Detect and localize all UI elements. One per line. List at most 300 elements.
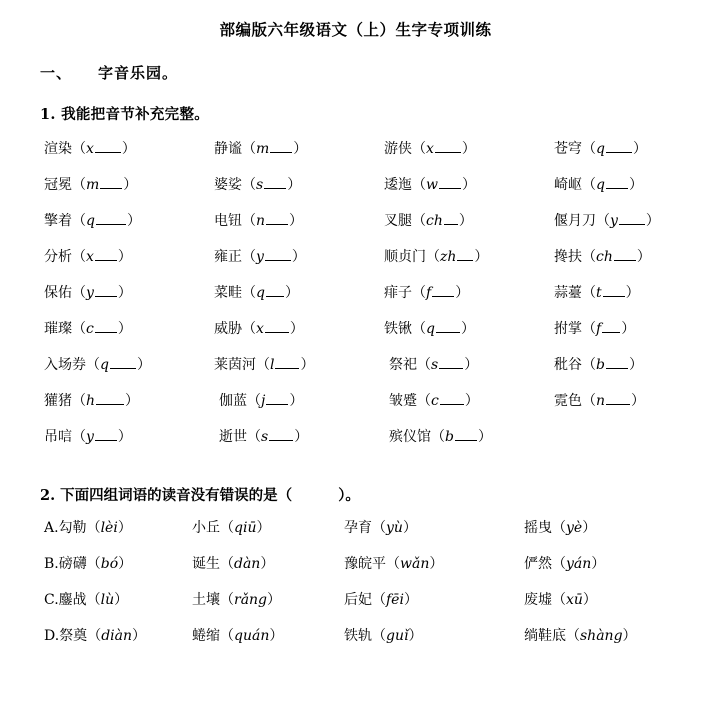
paren-open: （ — [242, 177, 256, 193]
word-text: 游侠 — [384, 141, 412, 157]
paren-close: ） — [284, 285, 299, 301]
fill-in-blank[interactable] — [606, 356, 628, 369]
word-text: 俨然 — [524, 556, 552, 572]
paren-close: ） — [591, 556, 606, 572]
pinyin-prefix: q — [256, 285, 265, 301]
paren-open: （ — [372, 628, 386, 644]
word-text: 祭奠 — [59, 628, 88, 644]
paren-open: （ — [412, 213, 426, 229]
word-text: 偃月刀 — [554, 213, 596, 229]
pinyin-text: bó — [100, 556, 119, 572]
option-item — [192, 553, 274, 573]
pinyin-prefix: q — [86, 213, 95, 229]
paren-close: ） — [632, 141, 647, 157]
fill-in-blank[interactable] — [265, 248, 291, 261]
pinyin-prefix: s — [261, 429, 269, 445]
word-text: 伽蓝 — [219, 393, 247, 409]
fill-in-blank[interactable] — [439, 356, 463, 369]
pinyin-item — [219, 390, 303, 410]
paren-close: ） — [582, 520, 597, 536]
word-text: 崎岖 — [554, 177, 582, 193]
option-item — [44, 589, 128, 609]
paren-open: （ — [220, 592, 234, 608]
pinyin-prefix: n — [256, 213, 266, 229]
paren-open: （ — [72, 321, 86, 337]
question-2-heading — [40, 484, 711, 505]
pinyin-prefix: j — [261, 393, 266, 409]
paren-open: （ — [412, 285, 426, 301]
fill-in-blank[interactable] — [606, 392, 630, 405]
paren-close: ） — [294, 429, 309, 445]
paren-open: （ — [582, 321, 596, 337]
paren-open: （ — [72, 177, 86, 193]
question-2-heading-before: 2. 下面四组词语的读音没有错误的是（ — [40, 487, 293, 504]
fill-in-blank[interactable] — [266, 212, 288, 225]
pinyin-prefix: h — [86, 393, 96, 409]
paren-close: ） — [582, 592, 597, 608]
option-item — [44, 553, 132, 573]
fill-in-blank[interactable] — [602, 320, 620, 333]
paren-close: ） — [455, 285, 470, 301]
pinyin-prefix: f — [596, 321, 602, 337]
paren-close: ） — [636, 249, 651, 265]
pinyin-text: qiū — [234, 520, 257, 536]
pinyin-prefix: ch — [426, 213, 443, 229]
word-text: 逶迤 — [384, 177, 412, 193]
paren-close: ） — [117, 520, 132, 536]
word-text: 铁轨 — [344, 628, 372, 644]
fill-in-blank[interactable] — [95, 248, 117, 261]
pinyin-item — [554, 210, 660, 230]
pinyin-item — [214, 174, 301, 194]
word-text: 顺贞门 — [384, 249, 426, 265]
fill-in-blank[interactable] — [275, 356, 299, 369]
option-item — [344, 553, 443, 573]
pinyin-text: lèi — [100, 520, 118, 536]
word-text: 叉腿 — [384, 213, 412, 229]
word-text: 分析 — [44, 249, 72, 265]
pinyin-item — [554, 246, 651, 266]
paren-close: ） — [117, 249, 132, 265]
paren-close: ） — [474, 249, 489, 265]
paren-close: ） — [621, 321, 636, 337]
paren-close: ） — [125, 393, 140, 409]
paren-open: （ — [596, 213, 610, 229]
fill-in-blank[interactable] — [95, 284, 117, 297]
paren-close: ） — [291, 249, 306, 265]
fill-in-blank[interactable] — [432, 284, 454, 297]
word-text: 霓色 — [554, 393, 582, 409]
paren-open: （ — [412, 177, 426, 193]
paren-close: ） — [123, 177, 138, 193]
paren-open: （ — [566, 628, 580, 644]
pinyin-text: yù — [386, 520, 403, 536]
fill-in-blank[interactable] — [264, 176, 286, 189]
option-item — [192, 517, 270, 537]
fill-in-blank[interactable] — [95, 320, 117, 333]
fill-in-blank[interactable] — [444, 212, 458, 225]
paren-open: （ — [256, 357, 270, 373]
paren-open: （ — [582, 177, 596, 193]
word-text: 威胁 — [214, 321, 242, 337]
paren-open: （ — [552, 592, 566, 608]
pinyin-prefix: f — [426, 285, 432, 301]
pinyin-prefix: x — [86, 249, 94, 265]
option-item — [524, 589, 597, 609]
paren-close: ） — [408, 628, 423, 644]
section-label: 字音乐园。 — [98, 64, 179, 82]
word-text: 勾勒 — [58, 520, 87, 536]
option-label: A. — [44, 520, 59, 536]
pinyin-prefix: ch — [596, 249, 613, 265]
paren-open: （ — [412, 321, 426, 337]
paren-open: （ — [86, 592, 101, 608]
paren-open: （ — [582, 393, 596, 409]
option-item — [192, 589, 281, 609]
pinyin-prefix: m — [86, 177, 100, 193]
pinyin-row — [44, 246, 711, 282]
paren-open: （ — [86, 357, 100, 373]
pinyin-item — [384, 282, 469, 302]
pinyin-row — [44, 390, 711, 426]
paren-open: （ — [552, 520, 566, 536]
fill-in-blank[interactable] — [614, 248, 636, 261]
fill-in-blank[interactable] — [95, 428, 117, 441]
pinyin-row — [44, 282, 711, 318]
pinyin-text: guǐ — [386, 628, 409, 644]
fill-in-blank[interactable] — [265, 320, 289, 333]
pinyin-prefix: q — [426, 321, 435, 337]
pinyin-item — [554, 282, 640, 302]
pinyin-prefix: s — [431, 357, 439, 373]
paren-close: ） — [293, 141, 308, 157]
pinyin-text: yán — [566, 556, 592, 572]
document-page — [0, 18, 711, 721]
word-text: 蜷缩 — [192, 628, 220, 644]
paren-close: ） — [622, 628, 637, 644]
pinyin-item — [389, 390, 479, 410]
pinyin-prefix: t — [596, 285, 602, 301]
pinyin-item — [214, 282, 299, 302]
word-text: 入场券 — [44, 357, 86, 373]
word-text: 铁锹 — [384, 321, 412, 337]
word-text: 孕育 — [344, 520, 372, 536]
pinyin-item — [44, 246, 132, 266]
option-item — [344, 589, 418, 609]
option-item — [344, 625, 422, 645]
pinyin-item — [389, 426, 492, 446]
fill-in-blank[interactable] — [96, 392, 124, 405]
paren-open: （ — [72, 393, 86, 409]
paren-close: ） — [132, 628, 146, 644]
pinyin-prefix: x — [426, 141, 434, 157]
paren-open: （ — [431, 429, 445, 445]
pinyin-text: wǎn — [400, 556, 430, 572]
word-text: 静谧 — [214, 141, 242, 157]
pinyin-item — [384, 174, 476, 194]
pinyin-prefix: w — [426, 177, 438, 193]
paren-close: ） — [289, 213, 304, 229]
paren-open: （ — [582, 285, 596, 301]
paren-open: （ — [242, 213, 256, 229]
fill-in-blank[interactable] — [457, 248, 473, 261]
page-title: 部编版六年级语文（上）生字专项训练 — [219, 20, 492, 39]
pinyin-row — [44, 210, 711, 246]
paren-open: （ — [72, 285, 86, 301]
pinyin-text: yè — [566, 520, 583, 536]
option-row[interactable] — [44, 553, 711, 589]
paren-open: （ — [426, 249, 440, 265]
paren-close: ） — [117, 429, 132, 445]
word-text: 蒜薹 — [554, 285, 582, 301]
pinyin-prefix: b — [596, 357, 605, 373]
word-text: 后妃 — [344, 592, 372, 608]
pinyin-item — [554, 354, 643, 374]
paren-close: ） — [126, 213, 141, 229]
word-text: 豫皖平 — [344, 556, 386, 572]
fill-in-blank[interactable] — [110, 356, 136, 369]
paren-open: （ — [242, 249, 256, 265]
paren-close: ） — [464, 393, 479, 409]
paren-open: （ — [552, 556, 566, 572]
word-text: 逝世 — [219, 429, 247, 445]
pinyin-prefix: y — [86, 429, 94, 445]
word-text: 废墟 — [524, 592, 552, 608]
option-row[interactable] — [44, 589, 711, 625]
fill-in-blank[interactable] — [606, 140, 632, 153]
word-text: 擎着 — [44, 213, 72, 229]
pinyin-item — [389, 354, 478, 374]
option-item — [192, 625, 283, 645]
pinyin-item — [554, 174, 643, 194]
paren-close: ） — [287, 177, 302, 193]
word-text: 土壤 — [192, 592, 220, 608]
option-row[interactable] — [44, 625, 711, 661]
paren-close: ） — [645, 213, 660, 229]
paren-open: （ — [220, 556, 234, 572]
fill-in-blank[interactable] — [266, 284, 284, 297]
pinyin-item — [44, 282, 132, 302]
fill-in-blank[interactable] — [269, 428, 293, 441]
pinyin-prefix: y — [86, 285, 94, 301]
paren-close: ） — [136, 357, 151, 373]
pinyin-item — [44, 210, 141, 230]
word-text: 绱鞋底 — [524, 628, 566, 644]
word-text: 莱茵河 — [214, 357, 256, 373]
word-text: 秕谷 — [554, 357, 582, 373]
option-row[interactable] — [44, 517, 711, 553]
pinyin-prefix: x — [86, 141, 94, 157]
pinyin-prefix: l — [270, 357, 275, 373]
word-text: 电钮 — [214, 213, 242, 229]
paren-close: ） — [269, 628, 284, 644]
paren-open: （ — [220, 520, 234, 536]
pinyin-item — [44, 138, 136, 158]
pinyin-prefix: s — [256, 177, 264, 193]
section-heading-one — [40, 62, 711, 83]
paren-close: ） — [464, 357, 479, 373]
pinyin-row — [44, 138, 711, 174]
paren-close: ） — [403, 592, 418, 608]
word-text: 苍穹 — [554, 141, 582, 157]
fill-in-blank[interactable] — [266, 392, 288, 405]
fill-in-blank[interactable] — [96, 212, 126, 225]
fill-in-blank[interactable] — [606, 176, 628, 189]
paren-open: （ — [72, 429, 86, 445]
word-text: 磅礴 — [58, 556, 87, 572]
pinyin-item — [384, 210, 473, 230]
pinyin-prefix: y — [256, 249, 264, 265]
paren-close: ） — [458, 213, 473, 229]
pinyin-item — [214, 318, 304, 338]
paren-close: ） — [402, 520, 417, 536]
pinyin-text: fēi — [386, 592, 404, 608]
pinyin-item — [384, 138, 476, 158]
pinyin-item — [44, 390, 139, 410]
word-text: 诞生 — [192, 556, 220, 572]
word-text: 殡仪馆 — [389, 429, 431, 445]
paren-open: （ — [242, 141, 256, 157]
pinyin-text: dàn — [234, 556, 261, 572]
paren-open: （ — [87, 628, 102, 644]
fill-in-blank[interactable] — [270, 140, 292, 153]
option-item — [44, 625, 146, 645]
pinyin-item — [44, 426, 132, 446]
word-text: 渲染 — [44, 141, 72, 157]
paren-open: （ — [242, 285, 256, 301]
paren-close: ） — [117, 285, 132, 301]
fill-in-blank[interactable] — [100, 176, 122, 189]
pinyin-row — [44, 426, 711, 462]
pinyin-item — [214, 354, 314, 374]
paren-open: （ — [247, 393, 261, 409]
paren-open: （ — [386, 556, 400, 572]
word-text: 婆娑 — [214, 177, 242, 193]
word-text: 雍正 — [214, 249, 242, 265]
pinyin-item — [554, 318, 635, 338]
pinyin-prefix: m — [256, 141, 270, 157]
pinyin-prefix: x — [256, 321, 264, 337]
paren-close: ） — [461, 177, 476, 193]
question-2-heading-after: ）。 — [338, 487, 360, 504]
word-text: 拊掌 — [554, 321, 582, 337]
pinyin-prefix: n — [596, 393, 606, 409]
pinyin-item — [44, 318, 132, 338]
pinyin-row — [44, 174, 711, 210]
fill-in-blank[interactable] — [603, 284, 625, 297]
paren-close: ） — [631, 393, 646, 409]
fill-in-blank[interactable] — [455, 428, 477, 441]
pinyin-item — [214, 210, 303, 230]
fill-in-blank[interactable] — [619, 212, 645, 225]
pinyin-prefix: q — [596, 177, 605, 193]
fill-in-blank[interactable] — [440, 392, 464, 405]
question-2-options — [0, 517, 711, 661]
paren-close: ） — [118, 556, 133, 572]
pinyin-item — [214, 246, 306, 266]
option-item — [524, 625, 637, 645]
fill-in-blank[interactable] — [439, 176, 461, 189]
paren-close: ） — [289, 321, 304, 337]
word-text: 保佑 — [44, 285, 72, 301]
paren-open: （ — [412, 141, 426, 157]
pinyin-text: rǎng — [234, 592, 268, 608]
paren-close: ） — [460, 321, 475, 337]
paren-open: （ — [582, 141, 596, 157]
pinyin-text: quán — [234, 628, 270, 644]
paren-close: ） — [117, 321, 132, 337]
paren-open: （ — [247, 429, 261, 445]
fill-in-blank[interactable] — [435, 140, 461, 153]
paren-open: （ — [582, 357, 596, 373]
pinyin-prefix: q — [596, 141, 605, 157]
word-text: 皱蹙 — [389, 393, 417, 409]
word-text: 吊唁 — [44, 429, 72, 445]
pinyin-item — [384, 246, 488, 266]
word-text: 搀扶 — [554, 249, 582, 265]
paren-close: ） — [628, 357, 643, 373]
paren-close: ） — [256, 520, 271, 536]
pinyin-prefix: c — [431, 393, 439, 409]
pinyin-text: xū — [566, 592, 583, 608]
paren-close: ） — [260, 556, 275, 572]
option-label: D. — [44, 628, 60, 644]
pinyin-text: shàng — [580, 628, 623, 644]
option-item — [524, 517, 596, 537]
paren-close: ） — [121, 141, 136, 157]
word-text: 璀璨 — [44, 321, 72, 337]
fill-in-blank[interactable] — [436, 320, 460, 333]
question-1-rows — [0, 138, 711, 462]
paren-open: （ — [220, 628, 234, 644]
word-text: 菜畦 — [214, 285, 242, 301]
paren-close: ） — [429, 556, 444, 572]
option-item — [44, 517, 132, 537]
paren-open: （ — [582, 249, 596, 265]
word-text: 摇曳 — [524, 520, 552, 536]
paren-open: （ — [372, 592, 386, 608]
paren-close: ） — [267, 592, 282, 608]
paren-close: ） — [114, 592, 129, 608]
option-item — [344, 517, 417, 537]
option-item — [524, 553, 605, 573]
pinyin-row — [44, 318, 711, 354]
pinyin-item — [214, 138, 307, 158]
pinyin-item — [554, 138, 647, 158]
paren-open: （ — [86, 556, 101, 572]
pinyin-prefix: c — [86, 321, 94, 337]
paren-open: （ — [417, 393, 431, 409]
word-text: 痱子 — [384, 285, 412, 301]
paren-open: （ — [72, 141, 86, 157]
word-text: 獾猪 — [44, 393, 72, 409]
paren-open: （ — [72, 213, 86, 229]
paren-close: ） — [625, 285, 640, 301]
pinyin-text: diàn — [101, 628, 132, 644]
paren-close: ） — [300, 357, 315, 373]
option-label: C. — [44, 592, 59, 608]
paren-close: ） — [477, 429, 492, 445]
word-text: 冠冕 — [44, 177, 72, 193]
pinyin-item — [554, 390, 645, 410]
pinyin-row — [44, 354, 711, 390]
section-number: 一、 — [40, 64, 73, 82]
pinyin-prefix: b — [445, 429, 454, 445]
paren-open: （ — [417, 357, 431, 373]
fill-in-blank[interactable] — [95, 140, 121, 153]
pinyin-prefix: zh — [440, 249, 457, 265]
paren-close: ） — [628, 177, 643, 193]
